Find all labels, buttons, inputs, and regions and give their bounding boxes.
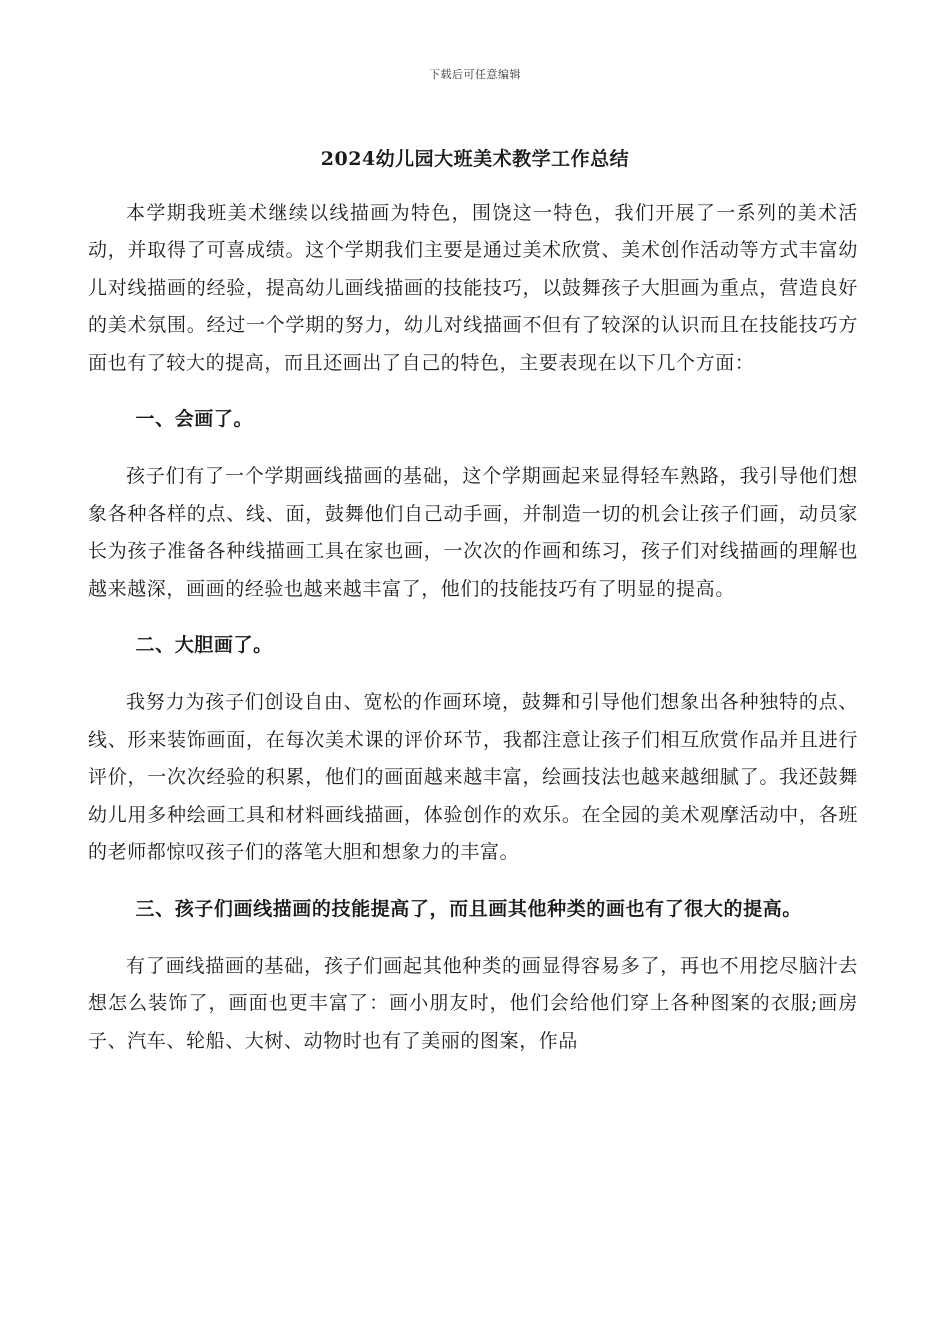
section-body-1: 孩子们有了一个学期画线描画的基础，这个学期画起来显得轻车熟路，我引导他们想象各种各样的点、线、面，鼓舞他们自己动手画，并制造一切的机会让孩子们画，动员家长为孩子准备各种线描画工具在家也画，一次次的作画和练习，孩子们对线描画的理解也越来越深，画画的经验也越来越丰富了，他们的技能技巧有了明显的提高。 [88,465,858,600]
spacer [88,928,858,948]
section-heading-2: 二、大胆画了。 [135,634,273,657]
section-body-2: 我努力为孩子们创设自由、宽松的作画环境，鼓舞和引导他们想象出各种独特的点、线、形来装饰画面，在每次美术课的评价环节，我都注意让孩子们相互欣赏作品并且进行评价，一次次经验的积累，他们的画面越来越丰富，绘画技法也越来越细腻了。我还鼓舞幼儿用多种绘画工具和材料画线描画，体验创作的欢乐。在全园的美术观摩活动中，各班的老师都惊叹孩子们的落笔大胆和想象力的丰富。 [88,691,858,864]
spacer [88,438,858,458]
section-heading-3: 三、孩子们画线描画的技能提高了，而且画其他种类的画也有了很大的提高。 [135,897,802,920]
page-header-note: 下载后可任意编辑 [429,68,521,81]
spacer [88,872,858,891]
spacer [88,608,858,627]
section-heading-1: 一、会画了。 [135,408,254,431]
spacer [88,664,858,684]
document-title: 2024幼儿园大班美术教学工作总结 [320,148,630,170]
section-body-3: 有了画线描画的基础，孩子们画起其他种类的画显得容易多了，再也不用挖尽脑汁去想怎么装饰了，画面也更丰富了：画小朋友时，他们会给他们穿上各种图案的衣服;画房子、汽车、轮船、大树、动物时也有了美丽的图案，作品 [88,954,858,1052]
intro-paragraph: 本学期我班美术继续以线描画为特色，围饶这一特色，我们开展了一系列的美术活动，并取得了可喜成绩。这个学期我们主要是通过美术欣赏、美术创作活动等方式丰富幼儿对线描画的经验，提高幼儿画线描画的技能技巧，以鼓舞孩子大胆画为重点，营造良好的美术氛围。经过一个学期的努力，幼儿对线描画不但有了较深的认识而且在技能技巧方面也有了较大的提高，而且还画出了自己的特色，主要表现在以下几个方面： [88,202,858,374]
spacer [88,382,858,401]
document-body [88,195,858,1060]
